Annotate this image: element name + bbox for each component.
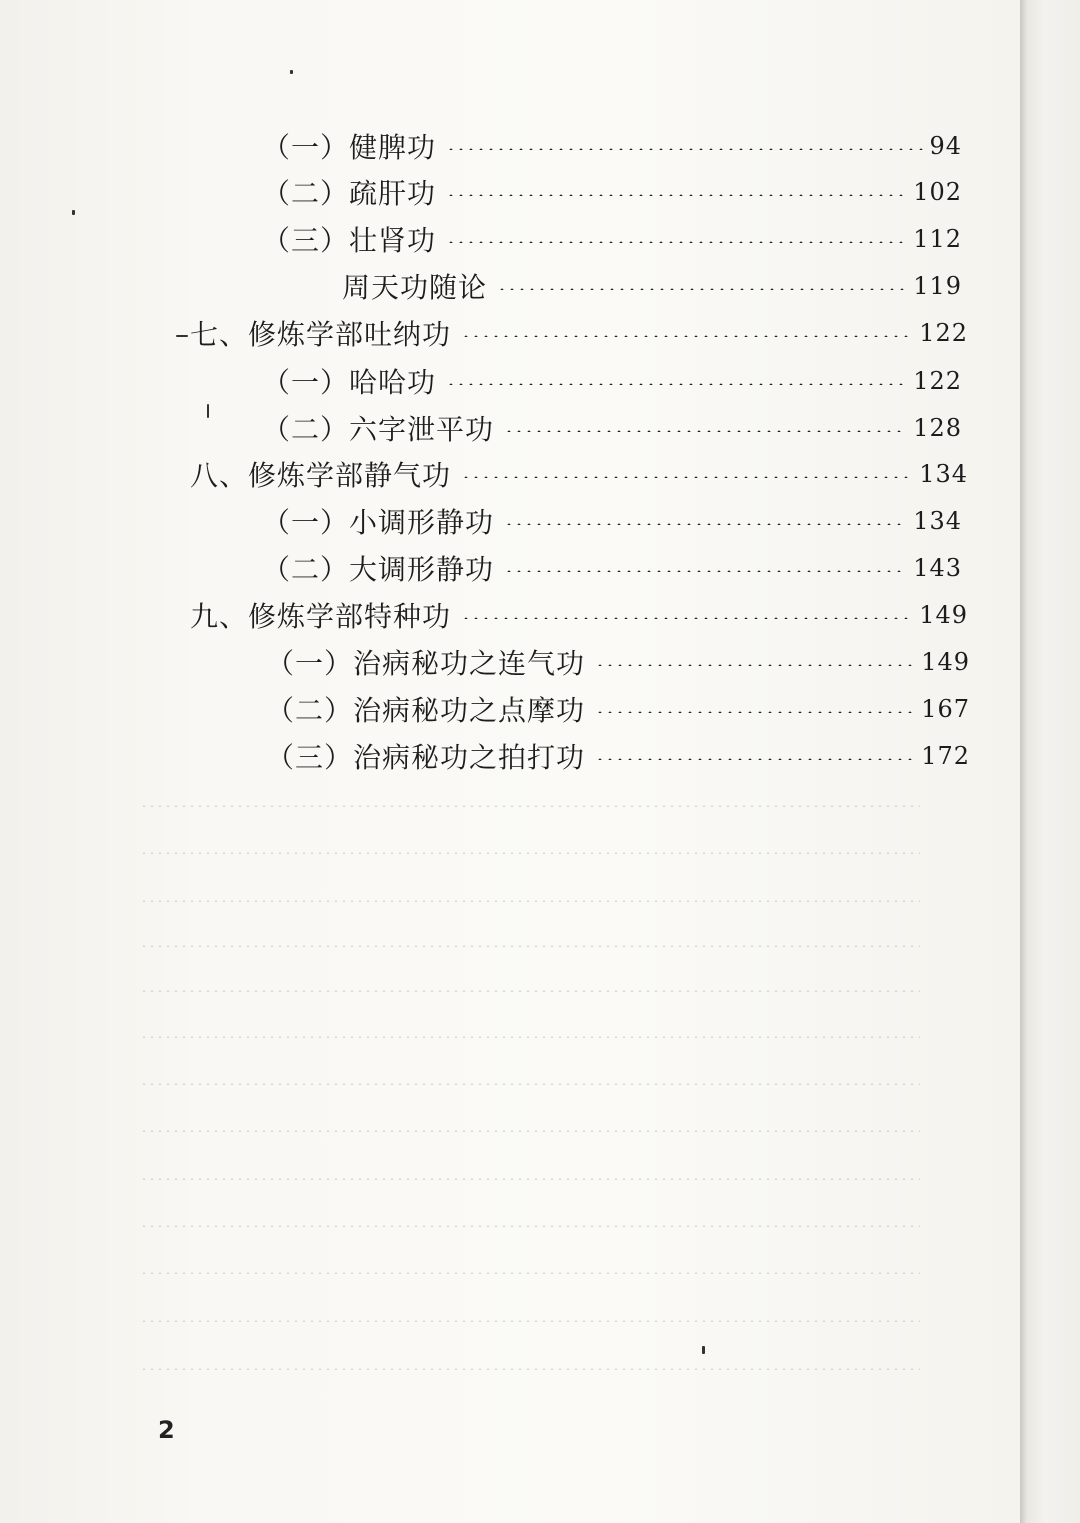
leader-dots (504, 430, 907, 432)
show-through-line (140, 852, 920, 854)
toc-entry-title: （三）壮肾功 (262, 224, 437, 257)
print-speck (290, 70, 293, 74)
show-through-line (140, 1178, 920, 1180)
toc-entry-title: （一）小调形静功 (262, 506, 495, 539)
toc-entry-title: （二）治病秘功之点摩功 (266, 694, 586, 727)
leader-dots (595, 758, 915, 760)
leader-dots (461, 335, 913, 337)
toc-chapter-page: 122 (919, 319, 968, 347)
toc-entry-title: （三）治病秘功之拍打功 (266, 741, 586, 774)
toc-entry-page: 119 (913, 272, 962, 300)
print-speck (207, 404, 209, 418)
show-through-line (140, 805, 920, 807)
toc-entry-title: （一）治病秘功之连气功 (266, 647, 586, 680)
toc-chapter-title: 八、修炼学部静气功 (190, 459, 452, 492)
leader-dots (461, 476, 913, 478)
toc-entry[interactable] (266, 642, 970, 682)
toc-chapter[interactable] (190, 313, 968, 353)
toc-entry[interactable] (262, 408, 962, 448)
toc-chapter-page: 134 (919, 460, 968, 488)
toc-entry-page: 167 (921, 695, 970, 723)
leader-dots (595, 664, 915, 666)
toc-entry-page: 172 (921, 742, 970, 770)
toc-entry-title: （二）疏肝功 (262, 177, 437, 210)
toc-entry[interactable] (266, 736, 970, 776)
leader-dots (446, 241, 907, 243)
table-of-contents (0, 0, 1024, 800)
show-through-line (140, 1225, 920, 1227)
leader-dots (446, 148, 923, 150)
toc-entry-title: （二）大调形静功 (262, 553, 495, 586)
toc-entry[interactable] (262, 172, 962, 212)
toc-entry-title: 周天功随论 (342, 271, 488, 304)
toc-entry-page: 102 (913, 178, 962, 206)
toc-entry-page: 112 (913, 225, 962, 253)
toc-entry-page: 122 (913, 367, 962, 395)
toc-entry-title: （二）六字泄平功 (262, 413, 495, 446)
page-edge-shadow (1020, 0, 1080, 1523)
toc-entry-page: 143 (913, 554, 962, 582)
toc-entry[interactable] (262, 361, 962, 401)
toc-entry-title: （一）健脾功 (262, 131, 437, 164)
leader-dots (595, 711, 915, 713)
leader-dots (504, 523, 907, 525)
show-through-line (140, 1036, 920, 1038)
show-through-line (140, 945, 920, 947)
show-through-line (140, 1130, 920, 1132)
page-number: 2 (158, 1416, 175, 1444)
toc-entry-page: 128 (913, 414, 962, 442)
leader-dots (504, 570, 907, 572)
show-through-line (140, 900, 920, 902)
print-speck (702, 1346, 705, 1354)
show-through-line (140, 1083, 920, 1085)
show-through-line (140, 990, 920, 992)
toc-chapter-page: 149 (919, 601, 968, 629)
toc-entry[interactable] (262, 501, 962, 541)
leader-dots (497, 288, 907, 290)
print-speck (176, 335, 188, 337)
leader-dots (446, 194, 907, 196)
toc-chapter-title: 九、修炼学部特种功 (190, 600, 452, 633)
toc-entry[interactable] (262, 126, 962, 166)
toc-chapter-title: 七、修炼学部吐纳功 (190, 318, 452, 351)
toc-chapter[interactable] (190, 454, 968, 494)
toc-entry[interactable] (266, 689, 970, 729)
leader-dots (461, 617, 913, 619)
toc-entry[interactable] (342, 266, 962, 306)
toc-entry-title: （一）哈哈功 (262, 366, 437, 399)
leader-dots (446, 383, 907, 385)
show-through-line (140, 1320, 920, 1322)
print-speck (72, 210, 75, 215)
toc-entry[interactable] (262, 219, 962, 259)
toc-chapter[interactable] (190, 595, 968, 635)
toc-entry-page: 149 (921, 648, 970, 676)
show-through-line (140, 1368, 920, 1370)
show-through-line (140, 1272, 920, 1274)
toc-entry[interactable] (262, 548, 962, 588)
toc-entry-page: 94 (929, 132, 962, 160)
toc-entry-page: 134 (913, 507, 962, 535)
